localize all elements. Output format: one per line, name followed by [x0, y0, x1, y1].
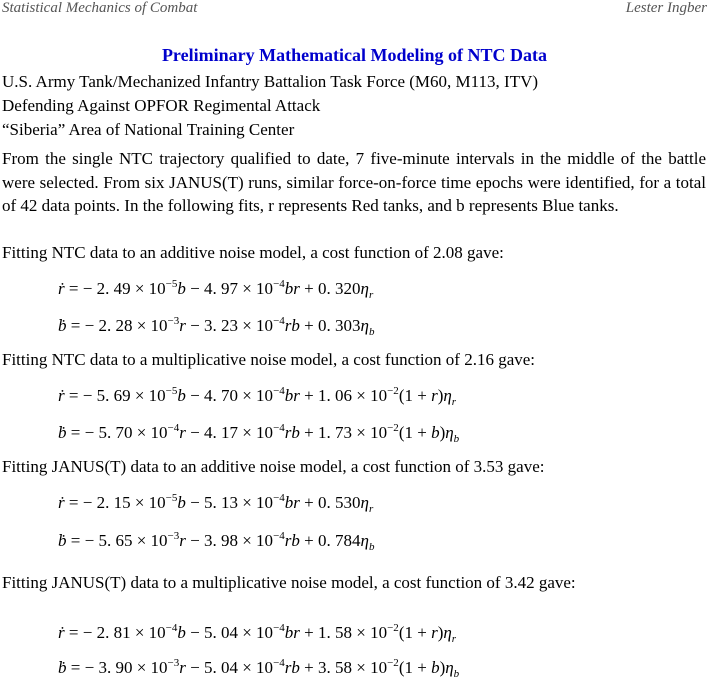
running-header: [0, 0, 709, 18]
intro-paragraph: From the single NTC trajectory qualified to date, 7 five-minute intervals in the middle of the battle were selected. From six JANUS(T) runs, similar force-on-force time epochs were identified, for a total of 42 data points. In the following fits, r represents Red tanks, and b represents Blue tanks.: [2, 149, 706, 215]
subtitle-line-1: U.S. Army Tank/Mechanized Infantry Battalion Task Force (M60, M113, ITV): [2, 72, 539, 91]
subtitle-line-3: “Siberia” Area of National Training Center: [2, 120, 295, 139]
fit-2-equation-b: ḃ = − 5. $70 \times 10^{-4}r - 4$. $17 \times 10^{-4}rb + 1$. $73 \times 10^{-2}(1 + b)\eta_b$: [58, 422, 460, 445]
fit-4-equation-b: ḃ = − 3. $90 \times 10^{-3}r - 5$. $04 \times 10^{-4}rb + 3$. $58 \times 10^{-2}(1 + b)\eta_b$: [58, 657, 460, 680]
fit-3-label: Fitting JANUS(T) data to an additive noise model, a cost function of 3.53 gave:: [2, 457, 545, 476]
fit-4-equation-r: ṙ = − 2. $81 \times 10^{-4}b - 5$. $04 \times 10^{-4}br + 1$. $58 \times 10^{-2}(1 + r)\eta_r$: [58, 622, 457, 645]
fit-1-equation-b: ḃ = − 2. $28 \times 10^{-3}r - 3$. $23 \times 10^{-4}rb + 0$. $303\eta_b$: [58, 315, 375, 338]
fit-3-equation-b: ḃ = − 5. $65 \times 10^{-3}r - 3$. $98 \times 10^{-4}rb + 0$. $784\eta_b$: [58, 530, 375, 553]
section-title: Preliminary Mathematical Modeling of NTC Data: [161, 45, 548, 65]
header-author: Lester Ingber: [625, 0, 707, 16]
fit-2-equation-r: ṙ = − 5. $69 \times 10^{-5}b - 4$. $70 \times 10^{-4}br + 1$. $06 \times 10^{-2}(1 + r)\eta_r$: [58, 385, 457, 408]
fit-2-label: Fitting NTC data to a multiplicative noise model, a cost function of 2.16 gave:: [2, 350, 536, 369]
fit-4-label: Fitting JANUS(T) data to a multiplicative noise model, a cost function of 3.42 gave:: [2, 573, 576, 592]
fit-1-equation-r: ṙ = − 2. $49 \times 10^{-5}b - 4$. $97 \times 10^{-4}br + 0$. $320\eta_r$: [58, 278, 374, 301]
subtitle-line-2: Defending Against OPFOR Regimental Attack: [2, 96, 321, 115]
fit-1-label: Fitting NTC data to an additive noise model, a cost function of 2.08 gave:: [2, 243, 504, 262]
header-title: Statistical Mechanics of Combat: [2, 0, 198, 16]
fit-3-equation-r: ṙ = − 2. $15 \times 10^{-5}b - 5$. $13 \times 10^{-4}br + 0$. $530\eta_r$: [58, 492, 374, 515]
